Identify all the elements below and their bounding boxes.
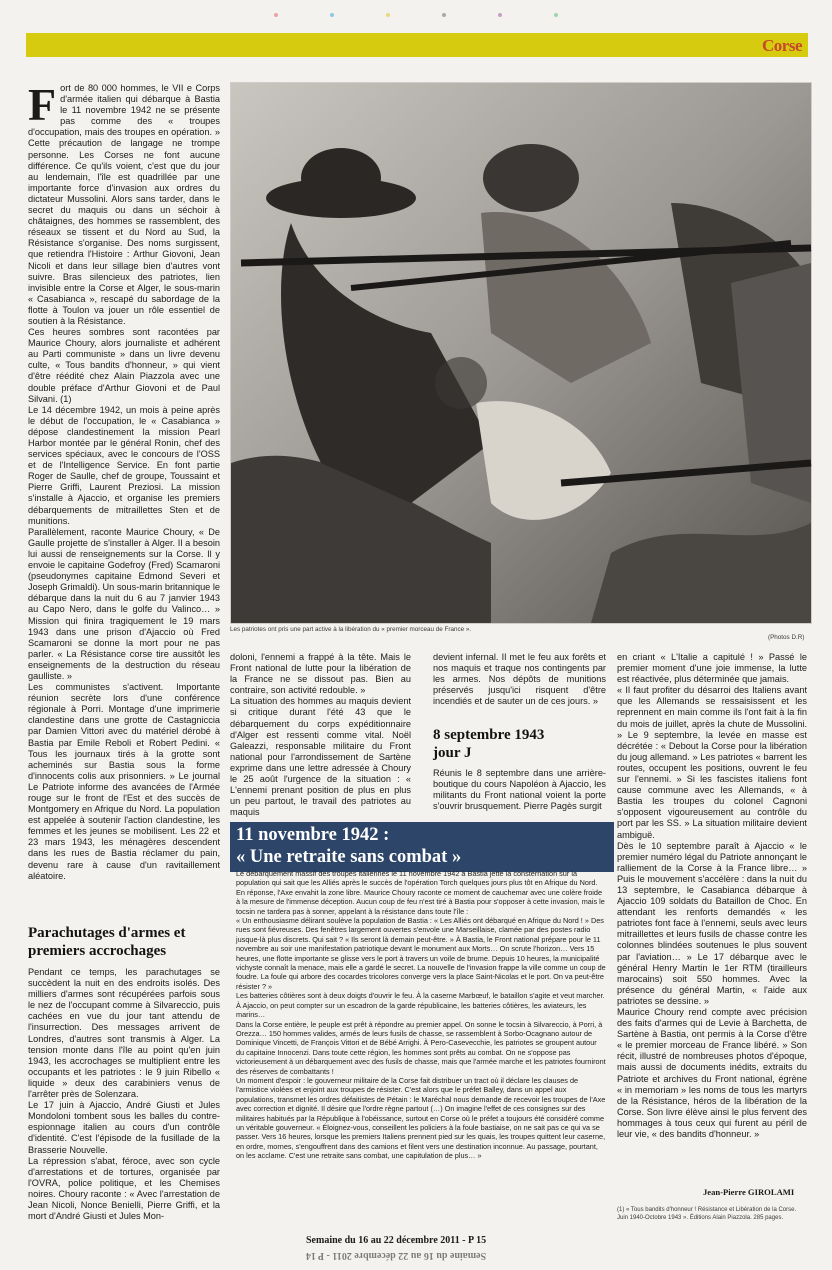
page-folio: Semaine du 16 au 22 décembre 2011 - P 15 bbox=[306, 1235, 487, 1246]
author-signature: Jean-Pierre GIROLAMI bbox=[703, 1187, 795, 1197]
sidebar-box-body: Le débarquement massif des troupes italiennes le 11 novembre 1942 à Bastia jette la consternation sur la population qui sait que les Alliés après le succès de l'opération Torch quelques jours plus tôt en Afrique du Nord. En réponse, l'Axe envahit la zone libre. Maurice Choury raconte ce moment de cauchemar avec une colère froide à la mesure de l'immense déception. Aucun coup de feu n'est tiré à Bastia pour s'opposer à cette invasion, mais le tocsin ne tardera pas à sonner, appelant à la résistance dans toute l'île : « Un enthousiasme délirant soulève la population de Bastia : « Les Alliés ont débarqué en Afrique du Nord ! » Des rues sont fiévreuses. Des fenêtres largement ouvertes s'envole une Marseillaise, clamée par des postes radio jusque-là plus discrets. Qui sait ? « Ils seront là demain peut-être. » À Bastia, le Front national prépare pour le 11 novembre au soir une manifestation patriotique devant le monument aux Morts… On scrute l'horizon… Vers 15 heures, une flotte importante se glisse vers le port à travers un voile de brume. Depuis 10 heures, la municipalité vichyste connaît la menace, mais elle a gardé le secret. La nouvelle de l'invasion frappe la ville comme un coup de foudre. La foule qui arbore des cocardes tricolores converge vers la place Saint-Nicolas et le port. On va peut-être résister ? » Les batteries côtières sont à deux doigts d'ouvrir le feu. À la caserne Marbœuf, le bataillon s'agite et veut marcher. À Ajaccio, on peut compter sur un escadron de la garde républicaine, les batteries côtières, les aviateurs, les marins… Dans la Corse entière, le peuple est prêt à répondre au premier appel. On sonne le tocsin à Silvareccio, à Porri, à Orezza… 150 hommes valides, armés de leurs fusils de chasse, se rassemblent à Sorbo-Ocagnano autour de Dominique Vincetti, de François Vittori et de Bébé Arrighi. À Pero-Casevecchie, les patriotes se groupent autour du capitaine Innocenzi. Dans toute cette région, les hommes sont prêts au combat. On ne s'oppose pas victorieusement à un débarquement avec des fusils de chasse, mais que l'armée marche et les patriotes fourniront des réserves de combattants ! Un moment d'espoir : le gouverneur militaire de la Corse fait distribuer un tract où il déclare les clauses de l'armistice violées et enjoint aux troupes de résister. C'est alors que le préfet Balley, dans un appel aux populations, transmet les ordres défaitistes de Pétain : le Maréchal nous demande de recevoir les troupes de l'Axe avec correction et dignité. Il désire que l'ordre règne partout (…) On imagine l'effet de ces consignes sur des militaires habitués par la République à l'obéissance, surtout en Corse où le préfet a toujours été considéré comme un véritable gouverneur. « Éloignez-vous, conseillent les policiers à la foule bastiaise, on ne sait pas ce qui va se passer. Vers 16 heures, lorsque les premiers Italiens prennent pied sur les quais, les troupes quittent leur caserne, en ordre, mornes, s'engouffrent dans des camions et filent vers une destination inconnue. Au passage, pourtant, on les acclame. C'est une retraite sans combat, une capitulation de plus… » bbox=[236, 869, 606, 1161]
resistance-fighters-photo bbox=[230, 82, 812, 624]
photo-caption: Les patriotes ont pris une part active à la libération du « premier morceau de France ». bbox=[230, 626, 472, 633]
article-column-1b: Pendant ce temps, les parachutages se succèdent la nuit en des endroits isolés. Des milliers d'armes sont récupérées parfois sous le nez de l'occupant comme à Silvareccio, puis cachées en vue du jour tant attendu de l'insurrection. Des messages arrivent de Londres, d'autres sont transmis à Alger. La tension monte dans l'île au point qu'en juin 1943, les accrochages se multiplient entre les occupants et les patriotes : le 9 juin Ribello « liquide » deux des carabiniers venus de l'arrêter près de Solenzara. Le 17 juin à Ajaccio, André Giusti et Jules Mondoloni tombent sous les balles du contre-espionnage italien au cours d'un contrôle d'identité. C'est l'épisode de la fusillade de la Brasserie Nouvelle. La répression s'abat, féroce, avec son cycle d'arrestations et de tortures, organisée par l'OVRA, police politique, et les Chemises noires. Choury raconte : « Avec l'arrestation de Jean Nicoli, Nonce Benielli, Pierre Griffi, et la mort d'André Giusti et Jules Mon- bbox=[28, 967, 220, 1222]
photo-credit: (Photos D.R) bbox=[768, 634, 805, 641]
sidebar-box-title: 11 novembre 1942 : « Une retraite sans combat » bbox=[236, 825, 462, 867]
subheading-8-septembre: 8 septembre 1943 jour J bbox=[433, 727, 545, 761]
section-header-bar bbox=[26, 33, 808, 57]
drop-cap: F bbox=[28, 79, 57, 130]
page-folio-bleedthrough: Semaine du 16 au 22 décembre 2011 - P 14 bbox=[306, 1250, 487, 1261]
article-text-col1: ort de 80 000 hommes, le VII e Corps d'armée italien qui débarque à Bastia le 11 novembre 1942 ne se présente pas comme des « troupes d'occupation, mais des troupes en opération. » Cette précaution de langage ne trompe personne. Les Corses ne font aucune différence. Ce qu'ils voient, c'est que du jour au lendemain, l'île est quadrillée par une importante force d'invasion aux ordres du dictateur Mussolini. Alors sans tarder, dans le secret du maquis ou dans un séchoir à châtaignes, des hommes se rassemblent, des réseaux se tissent et du Nord au Sud, la Résistance s'organise. Des noms surgissent, que retiendra l'Histoire : Arthur Giovoni, Jean Nicoli et dans leur sillage bien d'autres vont suivre. Bras silencieux des patriotes, lien invisible entre la Corse et Alger, le sous-marin « Casabianca », rescapé du sabordage de la flotte à Toulon va jouer un rôle essentiel de soutien à la Résistance. Ces heures sombres sont racontées par Maurice Choury, alors journaliste et adhérent au Parti communiste » dans un livre devenu culte, « Tous bandits d'honneur, » qui vient d'être réédité chez Alain Piazzola avec une double préface d'Arthur Giovoni et de Paul Silvani. (1) Le 14 décembre 1942, un mois à peine après le début de l'occupation, le « Casabianca » dépose clandestinement la mission Pearl Harbor montée par le général Ronin, chef des services spéciaux, avec le concours de l'OSS et de l'Intelligence Service. En font partie Roger de Saulle, chef de groupe, Toussaint et Pierre Griffi, Laurent Preziosi. La mission s'installe à Ajaccio, et organise les premiers débarquements de mitraillettes Sten et de munitions. Parallèlement, raconte Maurice Choury, « De Gaulle projette de s'installer à Alger. Il a besoin lui aussi de renseignements sur la Corse. Il y envoie le capitaine Godefroy (Fred) Scamaroni (pseudonymes capitaine Edmond Severi et Joseph Grimaldi). Un sous-marin britannique le débarque dans la nuit du 6 au 7 janvier 1943 au Capo Nero, dans le golfe du Valinco… » Mission qui finira tragiquement le 19 mars 1943 dans une prison d'Ajaccio où Fred Scamaroni se donne la mort pour ne pas parler. « La Résistance corse tire aussitôt les enseignements de la destruction du réseau gaulliste. » Les communistes s'activent. Importante réunion secrète lors d'une conférence régionale à Porri. Montage d'une imprimerie clandestine dans une grotte de Castagniccia par Damien Vittori avec du matériel dérobé à Bastia par Emile Reboli et Robert Pedini. « Tous les journaux tirés à la grotte sont acheminés sur Bastia sous la forme d'innocents colis aux prisonniers. » Le journal Le Patriote informe des avancées de l'Armée rouge sur le front de l'Est et des succès de Montgomery en Afrique du Nord. La population est appelée à soutenir l'action clandestine, les femmes et les jeunes se mobilisent. Les 22 et 23 mars 1943, les ménagères descendent dans les rues de Bastia réclamer du pain, devenu rare à cause d'un ravitaillement aléatoire. bbox=[28, 83, 220, 881]
sidebar-box-header bbox=[230, 822, 614, 872]
article-column-2: doloni, l'ennemi a frappé à la tête. Mais le Front national de lutte pour la libération de la France ne se dissout pas. Bien au contraire, son activité redouble. » La situation des hommes au maquis devient si critique durant l'été 43 que le débarquement du corps expéditionnaire d'Alger est ressenti comme vital. Noël Galeazzi, responsable militaire du Front national pour l'arrondissement de Sartène exprime dans une lettre adressée à Choury le 25 août l'urgence de la situation : « L'ennemi prenant position de plus en plus un peu partout, le travail des patriotes au maquis bbox=[230, 652, 411, 818]
article-column-4: en criant « L'Italie a capitulé ! » Passé le premier moment d'une joie immense, la lutte est réactivée, plus déterminée que jamais. « Il faut profiter du désarroi des Italiens avant que les Allemands se ressaisissent et les reprennent en main comme ils l'ont fait à la fin du mois de juillet, après la chute de Mussolini. » Le 9 septembre, la levée en masse est décrétée : « Debout la Corse pour la libération du joug allemand. » Les patriotes « barrent les routes, occupent les positions, ouvrent le feu sur l'ennemi. » Si les fascistes italiens font cause commune avec les Allemands, « à Bastia les troupes du colonel Cagnoni s'opposent vigoureusement au contrôle du port par les SS. » La situation militaire devient ambiguë. Dès le 10 septembre paraît à Ajaccio « le premier numéro légal du Patriote annonçant le ralliement de la Corse à la France libre… » Puis le mouvement s'accélère : dans la nuit du 13 septembre, le Casabianca débarque à Ajaccio 109 soldats du Bataillon de Choc. En attendant les renforts demandés « les patriotes font face à l'ennemi, seuls avec leurs mitraillettes et leurs fusils de chasse contre les colonnes blindées soutenues le plus souvent par l'aviation… » Le 17 débarque avec le général Henry Martin le 1er RTM (tirailleurs marocains) soit 550 hommes. Avec la présence du général Martin, « l'aide aux patriotes se dessine. » Maurice Choury rend compte avec précision des faits d'armes qui de Levie à Barchetta, de Sartène à Bastia, ont permis à la Corse d'être « le premier morceau de France libéré. » Son récit, illustré de nombreuses photos d'époque, mais aussi de documents inédits, extraits du Patriote et archives du Front national, égrène « in memoriam » les noms de tous les martyrs de la Résistance, héros de la libération de la Corse. Son livre élève ainsi le plus fervent des hommages à tous ceux qui furent au péril de leur vie, « des bandits d'honneur. » bbox=[617, 652, 807, 1140]
subheading-parachutages: Parachutages d'armes et premiers accrochages bbox=[28, 925, 186, 959]
article-column-3b: Réunis le 8 septembre dans une arrière-boutique du cours Napoléon à Ajaccio, les militants du Front national voient la porte s'ouvrir brusquement. Pierre Pagès surgit bbox=[433, 768, 606, 812]
footnote: (1) « Tous bandits d'honneur ! Résistance et Libération de la Corse. Juin 1940-Octobre 1943 ». Éditions Alain Piazzola. 285 pages. bbox=[617, 1207, 797, 1221]
article-column-1 bbox=[28, 79, 220, 881]
section-brand: Corse bbox=[762, 36, 802, 55]
photo-illustration bbox=[231, 83, 811, 623]
article-column-3: devient infernal. Il met le feu aux forêts et nos maquis et traque nos contingents par les armes. Nos dépôts de munitions préservés jusqu'ici risquent d'être incendiés et de sauter un de ces jours. » bbox=[433, 652, 606, 707]
registration-marks bbox=[0, 4, 832, 14]
